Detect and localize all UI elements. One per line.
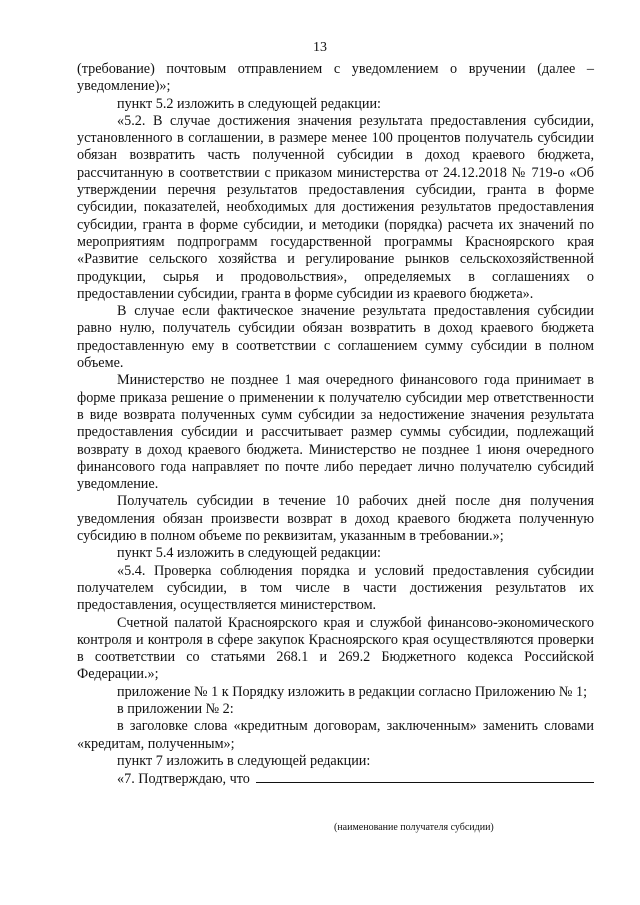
paragraph: Получатель субсидии в течение 10 рабочих дней после дня получения уведомления обязан произвести возврат в доход краевого бюджета полученную субсидию в полном объеме по реквизитам, указанным в требовании.»;: [77, 493, 594, 545]
paragraph: приложение № 1 к Порядку изложить в редакции согласно Приложению № 1;: [117, 683, 588, 700]
paragraph: в приложении № 2:: [117, 700, 234, 717]
document-body: [77, 61, 594, 788]
recipient-name-caption: (наименование получателя субсидии): [334, 822, 494, 833]
recipient-name-blank: [256, 770, 594, 783]
paragraph: Счетной палатой Красноярского края и службой финансово-экономического контроля и контроля в сфере закупок Красноярского края осуществляются проверки в соответствии со статьями 268.1 и 269.2 Бюджетного кодекса Российской Федерации.»;: [77, 614, 594, 683]
confirmation-line: [77, 770, 594, 788]
paragraph: в заголовке слова «кредитным договорам, заключенным» заменить словами «кредитам, полученным»;: [77, 718, 594, 752]
paragraph: пункт 5.2 изложить в следующей редакции:: [117, 95, 381, 112]
paragraph: В случае если фактическое значение результата предоставления субсидии равно нулю, получатель субсидии обязан возвратить в доход краевого бюджета предоставленную ему в соответствии с соглашением сумму субсидии в полном объеме.: [77, 303, 594, 372]
paragraph: пункт 7 изложить в следующей редакции:: [117, 752, 371, 769]
paragraph: «5.4. Проверка соблюдения порядка и условий предоставления субсидии получателем субсидии, в том числе в части достижения результатов их предоставления, осуществляется министерством.: [77, 562, 594, 614]
paragraph: «5.2. В случае достижения значения результата предоставления субсидии, установленного в соглашении, в размере менее 100 процентов получатель субсидии обязан возвратить часть полученной субсидии в доход краевого бюджета, рассчитанную в соответствии с приказом министерства от 24.12.2018 № 719-о «Об утверждении перечня результатов предоставления субсидии, гранта в форме субсидии, показателей, необходимых для достижения результатов предоставления субсидии, гранта в форме субсидии, и методики (порядка) расчета их значений по мероприятиям подпрограмм государственной программы Красноярского края «Развитие сельского хозяйства и регулирование рынков сельскохозяйственной продукции, сырья и продовольствия», определяемых в соглашениях о предоставлении субсидии, гранта в форме субсидии из краевого бюджета».: [77, 112, 594, 302]
paragraph: (требование) почтовым отправлением с уведомлением о вручении (далее – уведомление)»;: [77, 61, 594, 95]
confirmation-text: «7. Подтверждаю, что: [117, 771, 250, 788]
paragraph: пункт 5.4 изложить в следующей редакции:: [117, 545, 381, 562]
paragraph: Министерство не позднее 1 мая очередного финансового года принимает в форме приказа решение о применении к получателю субсидии мер ответственности в виде возврата полученных сумм субсидии за недостижение значения результата предоставления субсидии и рассчитывает размер суммы субсидии, подлежащий возврату в доход краевого бюджета. Министерство не позднее 1 июня очередного финансового года направляет по почте либо передает лично получателю субсидий уведомление.: [77, 372, 594, 493]
page-number: 13: [313, 40, 327, 55]
